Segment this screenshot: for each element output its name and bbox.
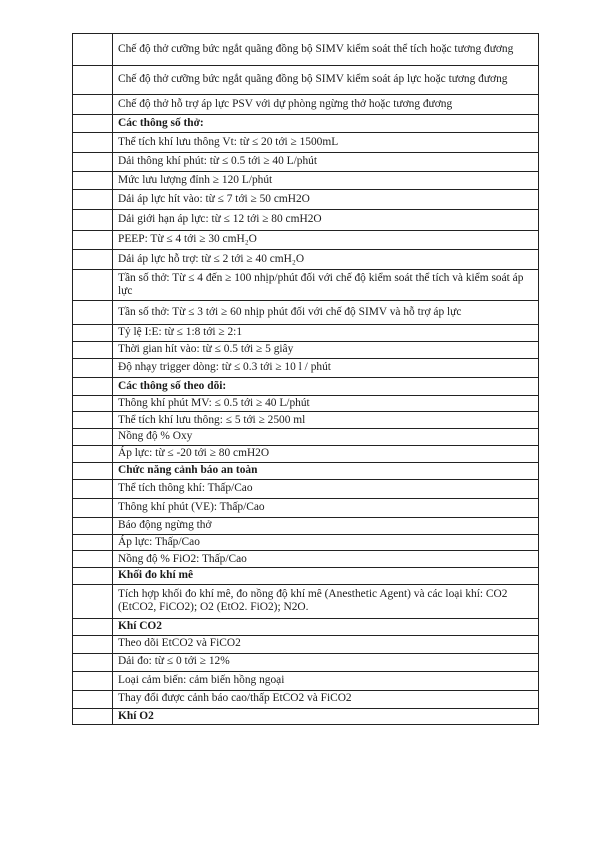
index-cell: [73, 66, 113, 95]
index-cell: [73, 568, 113, 584]
spec-text: Chế độ thở hỗ trợ áp lực PSV với dự phòng ngừng thở hoặc tương đương: [113, 95, 539, 115]
spec-text: Báo động ngừng thở: [113, 517, 539, 534]
spec-text: Mức lưu lượng đỉnh ≥ 120 L/phút: [113, 172, 539, 190]
spec-row: [73, 479, 539, 498]
spec-text: Thời gian hít vào: từ ≤ 0.5 tới ≥ 5 giây: [113, 342, 539, 359]
spec-row: [73, 429, 539, 445]
spec-row: [73, 396, 539, 412]
section-header-row: [73, 378, 539, 396]
section-header-row: [73, 618, 539, 635]
spec-row: [73, 690, 539, 708]
index-cell: [73, 708, 113, 724]
index-cell: [73, 270, 113, 301]
index-cell: [73, 133, 113, 153]
index-cell: [73, 551, 113, 568]
index-cell: [73, 534, 113, 550]
index-cell: [73, 462, 113, 479]
section-title: Các thông số theo dõi:: [113, 378, 539, 396]
spec-table: [72, 33, 539, 725]
spec-row: [73, 671, 539, 690]
spec-text: Thông khí phút MV: ≤ 0.5 tới ≥ 40 L/phút: [113, 396, 539, 412]
spec-row: [73, 584, 539, 618]
section-title: Khối đo khí mê: [113, 568, 539, 584]
spec-row: [73, 34, 539, 66]
spec-text: Tỷ lệ I:E: từ ≤ 1:8 tới ≥ 2:1: [113, 325, 539, 342]
spec-row: [73, 133, 539, 153]
section-header-row: [73, 708, 539, 724]
index-cell: [73, 115, 113, 133]
index-cell: [73, 671, 113, 690]
spec-text: Thể tích khí lưu thông Vt: từ ≤ 20 tới ≥ 1500mL: [113, 133, 539, 153]
index-cell: [73, 342, 113, 359]
index-cell: [73, 498, 113, 517]
index-cell: [73, 517, 113, 534]
spec-text: Dải thông khí phút: từ ≤ 0.5 tới ≥ 40 L/phút: [113, 153, 539, 172]
index-cell: [73, 325, 113, 342]
index-cell: [73, 153, 113, 172]
index-cell: [73, 445, 113, 462]
spec-text: Loại cảm biến: cảm biến hồng ngoại: [113, 671, 539, 690]
spec-row: [73, 412, 539, 429]
index-cell: [73, 479, 113, 498]
index-cell: [73, 412, 113, 429]
spec-text: Chế độ thở cưỡng bức ngắt quãng đồng bộ SIMV kiểm soát áp lực hoặc tương đương: [113, 66, 539, 95]
spec-row: [73, 359, 539, 378]
spec-text: Thể tích khí lưu thông: ≤ 5 tới ≥ 2500 ml: [113, 412, 539, 429]
spec-row: [73, 231, 539, 250]
index-cell: [73, 250, 113, 270]
spec-text: Độ nhạy trigger dòng: từ ≤ 0.3 tới ≥ 10 l / phút: [113, 359, 539, 378]
spec-text: Nồng độ % Oxy: [113, 429, 539, 445]
section-header-row: [73, 462, 539, 479]
spec-row: [73, 250, 539, 270]
index-cell: [73, 584, 113, 618]
section-title: Các thông số thở:: [113, 115, 539, 133]
spec-row: [73, 270, 539, 301]
spec-text: Dải áp lực hít vào: từ ≤ 7 tới ≥ 50 cmH2O: [113, 190, 539, 210]
index-cell: [73, 95, 113, 115]
section-header-row: [73, 568, 539, 584]
spec-text: Nồng độ % FiO2: Thấp/Cao: [113, 551, 539, 568]
spec-row: [73, 95, 539, 115]
spec-row: [73, 551, 539, 568]
index-cell: [73, 231, 113, 250]
spec-table-body: [73, 34, 539, 725]
spec-row: [73, 153, 539, 172]
spec-text: Dải áp lực hỗ trợ: từ ≤ 2 tới ≥ 40 cmH₂O: [113, 250, 539, 270]
index-cell: [73, 635, 113, 653]
spec-row: [73, 172, 539, 190]
spec-row: [73, 301, 539, 325]
index-cell: [73, 210, 113, 231]
spec-row: [73, 190, 539, 210]
spec-text: Thông khí phút (VE): Thấp/Cao: [113, 498, 539, 517]
index-cell: [73, 396, 113, 412]
section-title: Chức năng cảnh báo an toàn: [113, 462, 539, 479]
spec-text: Tần số thở: Từ ≤ 4 đến ≥ 100 nhịp/phút đối với chế độ kiểm soát thể tích và kiểm soát áp lực: [113, 270, 539, 301]
index-cell: [73, 653, 113, 671]
spec-text: Áp lực: Thấp/Cao: [113, 534, 539, 550]
spec-text: Dải đo: từ ≤ 0 tới ≥ 12%: [113, 653, 539, 671]
spec-row: [73, 653, 539, 671]
spec-row: [73, 445, 539, 462]
index-cell: [73, 618, 113, 635]
index-cell: [73, 34, 113, 66]
index-cell: [73, 690, 113, 708]
spec-text: Theo dõi EtCO2 và FiCO2: [113, 635, 539, 653]
spec-row: [73, 342, 539, 359]
spec-row: [73, 498, 539, 517]
index-cell: [73, 190, 113, 210]
spec-row: [73, 534, 539, 550]
section-header-row: [73, 115, 539, 133]
spec-row: [73, 210, 539, 231]
index-cell: [73, 378, 113, 396]
spec-row: [73, 66, 539, 95]
index-cell: [73, 301, 113, 325]
spec-text: Áp lực: từ ≤ -20 tới ≥ 80 cmH2O: [113, 445, 539, 462]
spec-text: Chế độ thở cưỡng bức ngắt quãng đồng bộ SIMV kiểm soát thể tích hoặc tương đương: [113, 34, 539, 66]
spec-row: [73, 517, 539, 534]
spec-row: [73, 635, 539, 653]
spec-text: Tích hợp khối đo khí mê, đo nồng độ khí mê (Anesthetic Agent) và các loại khí: CO2 (EtCO2, FiCO2); O2 (EtO2. FiO2); N2O.: [113, 584, 539, 618]
spec-text: PEEP: Từ ≤ 4 tới ≥ 30 cmH₂O: [113, 231, 539, 250]
spec-row: [73, 325, 539, 342]
section-title: Khí CO2: [113, 618, 539, 635]
spec-text: Tần số thở: Từ ≤ 3 tới ≥ 60 nhịp phút đối với chế độ SIMV và hỗ trợ áp lực: [113, 301, 539, 325]
index-cell: [73, 429, 113, 445]
spec-text: Dải giới hạn áp lực: từ ≤ 12 tới ≥ 80 cmH2O: [113, 210, 539, 231]
spec-text: Thể tích thông khí: Thấp/Cao: [113, 479, 539, 498]
spec-text: Thay đổi được cảnh báo cao/thấp EtCO2 và FiCO2: [113, 690, 539, 708]
index-cell: [73, 359, 113, 378]
index-cell: [73, 172, 113, 190]
section-title: Khí O2: [113, 708, 539, 724]
